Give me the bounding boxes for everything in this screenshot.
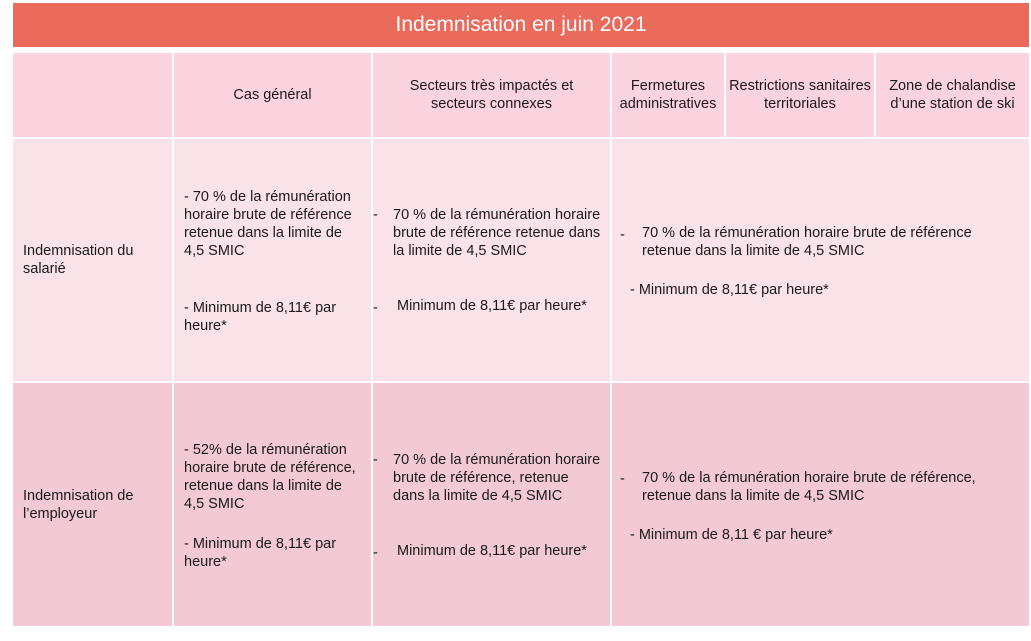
header-secteurs bbox=[373, 53, 610, 137]
row-label-salarie-text: Indemnisation du salarié bbox=[23, 243, 134, 277]
header-zone-label: Zone de chalandise d’une station de ski bbox=[889, 78, 1016, 112]
header-cas-general bbox=[174, 53, 371, 137]
row-label-employeur bbox=[13, 383, 172, 626]
header-restrictions-label: Restrictions sanitaires territoriales bbox=[729, 78, 871, 112]
cell-employeur-secteurs bbox=[373, 383, 610, 626]
header-restrictions bbox=[726, 53, 874, 137]
cell-salarie-cas-general-line1: - 70 % de la rémunération horaire brute de référence retenue dans la limite de 4,5 SMIC bbox=[184, 189, 352, 259]
header-fermetures-label: Fermetures administratives bbox=[619, 78, 717, 112]
header-fermetures bbox=[612, 53, 724, 137]
cell-salarie-autres bbox=[612, 139, 1029, 381]
bullet-dash: - bbox=[373, 452, 378, 468]
table-title: Indemnisation en juin 2021 bbox=[13, 3, 1029, 47]
row-label-salarie bbox=[13, 139, 172, 381]
bullet-dash: - bbox=[620, 471, 625, 487]
bullet-dash: - bbox=[373, 207, 378, 223]
cell-salarie-secteurs bbox=[373, 139, 610, 381]
cell-employeur-secteurs-line1: 70 % de la rémunération horaire brute de référence, retenue dans la limite de 4,5 SMIC bbox=[393, 452, 601, 504]
bullet-dash: - bbox=[373, 300, 378, 316]
cell-employeur-autres-line1: 70 % de la rémunération horaire brute de référence, retenue dans la limite de 4,5 SMIC bbox=[642, 470, 976, 504]
header-cas-general-label: Cas général bbox=[233, 87, 312, 103]
cell-salarie-cas-general bbox=[174, 139, 371, 381]
cell-employeur-autres bbox=[612, 383, 1029, 626]
cell-salarie-secteurs-line1: 70 % de la rémunération horaire brute de référence retenue dans la limite de 4,5 SMIC bbox=[393, 207, 601, 259]
bullet-dash: - bbox=[373, 545, 378, 561]
cell-salarie-cas-general-line2: - Minimum de 8,11€ par heure* bbox=[184, 300, 337, 334]
cell-salarie-autres-line2: - Minimum de 8,11€ par heure* bbox=[630, 282, 829, 298]
bullet-dash: - bbox=[620, 227, 625, 243]
cell-salarie-autres-line1: 70 % de la rémunération horaire brute de référence retenue dans la limite de 4,5 SMIC bbox=[642, 225, 972, 259]
header-secteurs-label: Secteurs très impactés et secteurs connexes bbox=[409, 78, 574, 112]
header-zone bbox=[876, 53, 1029, 137]
cell-employeur-secteurs-line2: Minimum de 8,11€ par heure* bbox=[397, 543, 587, 559]
cell-employeur-cas-general-line1: - 52% de la rémunération horaire brute de référence, retenue dans la limite de 4,5 SMIC bbox=[184, 442, 356, 512]
cell-employeur-autres-line2: - Minimum de 8,11 € par heure* bbox=[630, 527, 833, 543]
cell-employeur-cas-general bbox=[174, 383, 371, 626]
cell-salarie-secteurs-line2: Minimum de 8,11€ par heure* bbox=[397, 298, 587, 314]
cell-employeur-cas-general-line2: - Minimum de 8,11€ par heure* bbox=[184, 536, 337, 570]
row-label-employeur-text: Indemnisation de l’employeur bbox=[23, 487, 134, 522]
header-empty bbox=[13, 53, 172, 137]
